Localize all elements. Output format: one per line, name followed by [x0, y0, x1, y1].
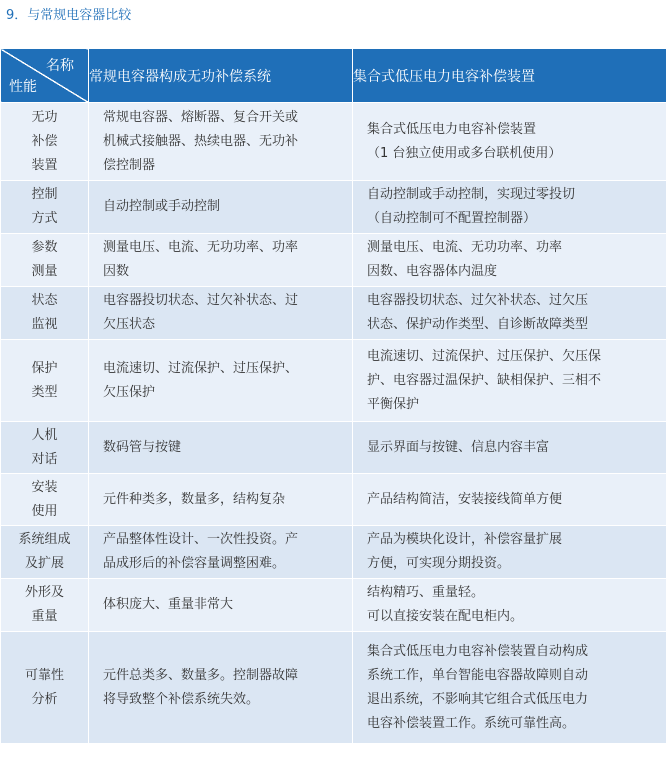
- integrated-cell: [353, 234, 667, 287]
- row-label: [1, 422, 89, 474]
- integrated-text-line: 产品为模块化设计，补偿容量扩展: [367, 532, 563, 547]
- table-header-row: [1, 49, 667, 103]
- integrated-text-line: 护、电容器过温保护、缺相保护、三相不: [367, 372, 602, 388]
- integrated-cell: [353, 340, 667, 422]
- conventional-text-line: 电流速切、过流保护、过压保护、: [103, 360, 299, 376]
- diagonal-header-cell: [1, 49, 89, 103]
- integrated-cell: [353, 181, 667, 234]
- conventional-cell: [89, 340, 353, 422]
- integrated-text-line: 集合式低压电力电容补偿装置: [367, 121, 537, 137]
- row-label-line: 保护: [31, 360, 58, 376]
- row-label: [1, 340, 89, 422]
- header-performance-label: 性能: [9, 79, 37, 95]
- row-label-line: 对话: [31, 451, 58, 467]
- row-label-line: 状态: [31, 293, 58, 308]
- integrated-text-line: （自动控制可不配置控制器）: [367, 211, 537, 226]
- table-row: [1, 632, 667, 744]
- row-label-line: 方式: [31, 211, 58, 226]
- row-label-line: 可靠性: [24, 667, 64, 683]
- row-label-line: 分析: [31, 691, 58, 707]
- table-row: [1, 579, 667, 632]
- row-label-line: 补偿: [31, 133, 58, 149]
- integrated-cell: [353, 103, 667, 181]
- integrated-text-line: 电容器投切状态、过欠补状态、过欠压: [367, 293, 589, 308]
- row-label-line: 参数: [31, 240, 58, 255]
- integrated-text-line: 自动控制或手动控制，实现过零投切: [367, 187, 576, 202]
- row-label-line: 控制: [31, 187, 58, 202]
- table-row: [1, 526, 667, 579]
- integrated-cell: [353, 287, 667, 340]
- conventional-text-line: 体积庞大、重量非常大: [103, 597, 234, 612]
- table-row: [1, 287, 667, 340]
- table-row: [1, 474, 667, 526]
- integrated-text-line: 可以直接安装在配电柜内。: [367, 609, 524, 624]
- conventional-cell: [89, 422, 353, 474]
- integrated-cell: [353, 632, 667, 744]
- header-conventional: 常规电容器构成无功补偿系统: [89, 49, 353, 103]
- row-label-line: 人机: [31, 427, 58, 443]
- conventional-text-line: 常规电容器、熔断器、复合开关或: [103, 109, 299, 125]
- row-label-line: 外形及: [24, 585, 64, 600]
- conventional-cell: [89, 526, 353, 579]
- conventional-text-line: 元件总类多、数量多。控制器故障: [103, 667, 299, 683]
- conventional-text-line: 机械式接触器、热续电器、无功补: [103, 133, 299, 149]
- row-label: [1, 579, 89, 632]
- integrated-text-line: 显示界面与按键、信息内容丰富: [367, 439, 550, 455]
- conventional-text-line: 测量电压、电流、无功功率、功率: [103, 240, 299, 255]
- conventional-cell: [89, 287, 353, 340]
- integrated-text-line: 电容补偿装置工作。系统可靠性高。: [367, 715, 576, 731]
- conventional-cell: [89, 234, 353, 287]
- integrated-text-line: 因数、电容器体内温度: [367, 264, 498, 279]
- conventional-text-line: 欠压状态: [103, 317, 156, 332]
- row-label-line: 系统组成: [18, 532, 71, 547]
- integrated-text-line: 平衡保护: [367, 396, 420, 412]
- integrated-cell: [353, 474, 667, 526]
- table-row: [1, 422, 667, 474]
- row-label: [1, 632, 89, 744]
- header-integrated: 集合式低压电力电容补偿装置: [353, 49, 667, 103]
- conventional-cell: [89, 474, 353, 526]
- conventional-cell: [89, 579, 353, 632]
- integrated-text-line: 产品结构简洁，安装接线简单方便: [367, 491, 563, 507]
- row-label-line: 使用: [31, 503, 58, 519]
- row-label-line: 监视: [31, 317, 58, 332]
- conventional-text-line: 品成形后的补偿容量调整困难。: [103, 556, 286, 571]
- row-label: [1, 287, 89, 340]
- row-label-line: 装置: [31, 157, 58, 173]
- conventional-text-line: 因数: [103, 264, 130, 279]
- conventional-text-line: 电容器投切状态、过欠补状态、过: [103, 293, 299, 308]
- conventional-text-line: 产品整体性设计、一次性投资。产: [103, 532, 299, 547]
- integrated-text-line: （1 台独立使用或多台联机使用）: [367, 145, 562, 161]
- integrated-cell: [353, 579, 667, 632]
- row-label: [1, 181, 89, 234]
- row-label: [1, 234, 89, 287]
- row-label-line: 无功: [31, 109, 58, 125]
- row-label: [1, 526, 89, 579]
- row-label-line: 安装: [31, 479, 58, 495]
- integrated-text-line: 集合式低压电力电容补偿装置自动构成: [367, 643, 589, 659]
- conventional-cell: [89, 103, 353, 181]
- section-title: 9．与常规电容器比较: [6, 8, 132, 23]
- integrated-text-line: 方便，可实现分期投资。: [367, 556, 511, 571]
- conventional-text-line: 将导致整个补偿系统失效。: [103, 691, 260, 707]
- row-label: [1, 103, 89, 181]
- row-label-line: 测量: [31, 264, 58, 279]
- integrated-cell: [353, 526, 667, 579]
- conventional-text-line: 欠压保护: [103, 384, 156, 400]
- conventional-text-line: 偿控制器: [103, 157, 156, 173]
- integrated-text-line: 系统工作，单台智能电容器故障则自动: [367, 667, 589, 683]
- row-label-line: 类型: [31, 384, 58, 400]
- table-row: [1, 340, 667, 422]
- comparison-table: [0, 48, 667, 744]
- integrated-cell: [353, 422, 667, 474]
- header-name-label: 名称: [46, 58, 74, 74]
- integrated-text-line: 结构精巧、重量轻。: [367, 585, 485, 600]
- table-row: [1, 103, 667, 181]
- integrated-text-line: 状态、保护动作类型、自诊断故障类型: [367, 317, 589, 332]
- table-row: [1, 234, 667, 287]
- conventional-text-line: 数码管与按键: [103, 439, 182, 455]
- integrated-text-line: 测量电压、电流、无功功率、功率: [367, 240, 563, 255]
- row-label-line: 及扩展: [24, 556, 64, 571]
- conventional-cell: [89, 181, 353, 234]
- row-label: [1, 474, 89, 526]
- table-row: [1, 181, 667, 234]
- conventional-text-line: 自动控制或手动控制: [103, 199, 221, 214]
- integrated-text-line: 退出系统，不影响其它组合式低压电力: [367, 691, 589, 707]
- integrated-text-line: 电流速切、过流保护、过压保护、欠压保: [367, 348, 602, 364]
- conventional-cell: [89, 632, 353, 744]
- conventional-text-line: 元件种类多，数量多，结构复杂: [103, 491, 286, 507]
- row-label-line: 重量: [31, 609, 58, 624]
